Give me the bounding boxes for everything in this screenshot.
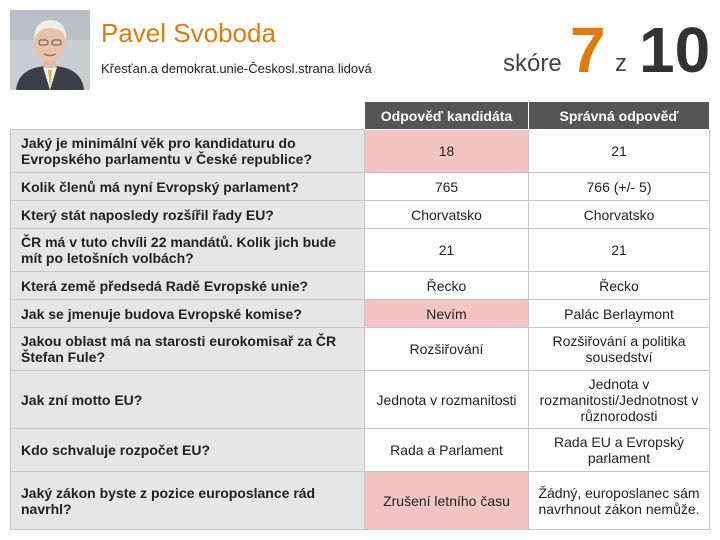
- correct-answer-cell: Řecko: [529, 272, 710, 300]
- candidate-answer-cell: Chorvatsko: [365, 201, 529, 229]
- candidate-answer-cell: 21: [365, 229, 529, 272]
- correct-answer-cell: Chorvatsko: [529, 201, 710, 229]
- table-row: [11, 328, 710, 371]
- candidate-party: Křesťan.a demokrat.unie-Českosl.strana lidová: [101, 61, 372, 76]
- table-row: [11, 371, 710, 429]
- table-row: [11, 229, 710, 272]
- table-row: [11, 472, 710, 530]
- score-value: 7: [570, 14, 606, 86]
- candidate-answer-cell: Řecko: [365, 272, 529, 300]
- quiz-table: [10, 101, 710, 530]
- table-header-row: [11, 102, 710, 130]
- question-cell: Která země předsedá Radě Evropské unie?: [11, 272, 365, 300]
- table-row: [11, 429, 710, 472]
- table-row: [11, 173, 710, 201]
- table-row: [11, 130, 710, 173]
- candidate-answer-cell: Rada a Parlament: [365, 429, 529, 472]
- candidate-answer-cell: Jednota v rozmanitosti: [365, 371, 529, 429]
- candidate-answer-cell: 765: [365, 173, 529, 201]
- quiz-body: [11, 130, 710, 530]
- candidate-photo: [10, 10, 90, 90]
- correct-answer-cell: Rozšiřování a politika sousedství: [529, 328, 710, 371]
- question-cell: Jakou oblast má na starosti eurokomisař za ČR Štefan Fule?: [11, 328, 365, 371]
- question-cell: Jaký je minimální věk pro kandidaturu do Evropského parlamentu v České republice?: [11, 130, 365, 173]
- score-separator: z: [615, 50, 627, 77]
- candidate-answer-cell: Nevím: [365, 300, 529, 328]
- correct-answer-cell: Žádný, europoslanec sám navrhnout zákon nemůže.: [529, 472, 710, 530]
- correct-answer-cell: 766 (+/- 5): [529, 173, 710, 201]
- question-cell: Jak se jmenuje budova Evropské komise?: [11, 300, 365, 328]
- candidate-answer-cell: 18: [365, 130, 529, 173]
- correct-answer-cell: 21: [529, 130, 710, 173]
- question-cell: Jak zní motto EU?: [11, 371, 365, 429]
- table-row: [11, 300, 710, 328]
- correct-answer-cell: 21: [529, 229, 710, 272]
- correct-answer-cell: Rada EU a Evropský parlament: [529, 429, 710, 472]
- question-cell: Jaký zákon byste z pozice europoslance rád navrhl?: [11, 472, 365, 530]
- table-row: [11, 201, 710, 229]
- candidate-answer-cell: Rozšiřování: [365, 328, 529, 371]
- correct-answer-cell: Jednota v rozmanitosti/Jednotnost v různorodosti: [529, 371, 710, 429]
- question-cell: Který stát naposledy rozšířil řady EU?: [11, 201, 365, 229]
- candidate-answer-cell: Zrušení letního času: [365, 472, 529, 530]
- question-cell: Kdo schvaluje rozpočet EU?: [11, 429, 365, 472]
- correct-answer-cell: Palác Berlaymont: [529, 300, 710, 328]
- candidate-name: Pavel Svoboda: [101, 18, 276, 48]
- header-candidate-answer: Odpověď kandidáta: [365, 102, 529, 130]
- question-cell: ČR má v tuto chvíli 22 mandátů. Kolik jich bude mít po letošních volbách?: [11, 229, 365, 272]
- avatar: [10, 10, 90, 90]
- score-label: skóre: [503, 50, 562, 77]
- score-max: 10: [639, 14, 711, 86]
- candidate-header: [0, 0, 720, 100]
- question-cell: Kolik členů má nyní Evropský parlament?: [11, 173, 365, 201]
- table-row: [11, 272, 710, 300]
- header-correct-answer: Správná odpověď: [529, 102, 710, 130]
- header-blank: [11, 102, 365, 130]
